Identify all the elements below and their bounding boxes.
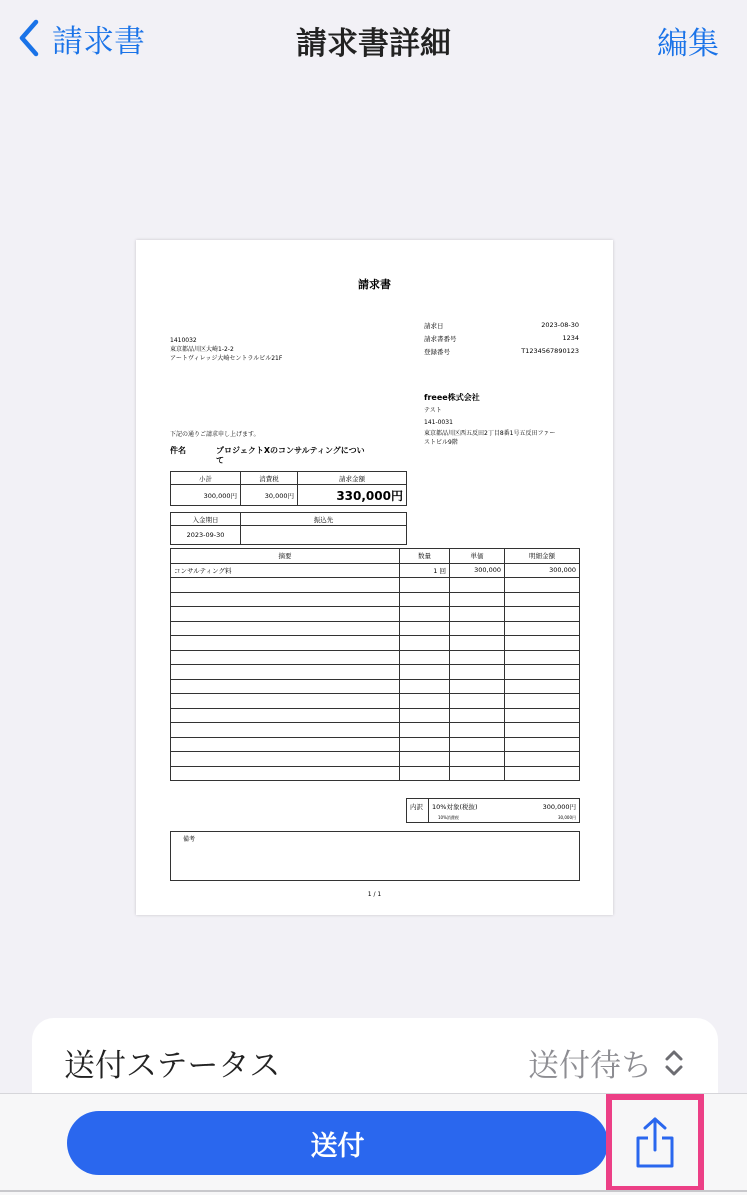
invoice-preview[interactable] <box>136 240 613 915</box>
items-cell-empty <box>171 650 400 665</box>
sender-address1: 東京都品川区西五反田2丁目8番1号五反田ファー <box>424 430 556 437</box>
items-cell-empty <box>450 694 505 709</box>
items-cell-empty <box>400 665 450 680</box>
table-row-empty <box>171 650 580 665</box>
items-cell-empty <box>171 737 400 752</box>
share-icon <box>632 1116 678 1170</box>
items-cell-empty <box>450 737 505 752</box>
page-number: 1 / 1 <box>367 891 382 898</box>
items-cell-empty <box>400 708 450 723</box>
total-value: 330,000円 <box>298 485 407 506</box>
account-label: 振込先 <box>241 513 407 526</box>
recipient-address2: アートヴィレッジ大崎セントラルビル21F <box>170 355 283 362</box>
table-row-empty <box>171 578 580 593</box>
items-cell-empty <box>450 578 505 593</box>
items-cell-empty <box>505 665 580 680</box>
items-cell-amount: 300,000 <box>505 563 580 578</box>
items-cell-empty <box>171 607 400 622</box>
items-cell-empty <box>171 665 400 680</box>
table-row-empty <box>171 592 580 607</box>
items-cell-empty <box>400 737 450 752</box>
meta-row-registration-number <box>424 347 579 356</box>
items-cell-empty <box>400 766 450 781</box>
totals-table <box>170 471 407 506</box>
table-row <box>171 563 580 578</box>
items-cell-empty <box>171 708 400 723</box>
items-cell-empty <box>505 621 580 636</box>
items-cell-empty <box>450 723 505 738</box>
notes-label: 備考 <box>183 836 196 843</box>
items-cell-empty <box>505 723 580 738</box>
meta-value: 1234 <box>562 334 579 342</box>
items-cell-empty <box>400 650 450 665</box>
invoice-title: 請求書 <box>358 278 391 291</box>
breakdown-table <box>406 798 580 823</box>
items-header-cell: 数量 <box>400 549 450 564</box>
items-cell-price: 300,000 <box>450 563 505 578</box>
table-row-empty <box>171 607 580 622</box>
meta-row-invoice-number <box>424 334 579 343</box>
share-button[interactable] <box>606 1094 704 1192</box>
items-cell-empty <box>450 650 505 665</box>
items-cell-empty <box>505 679 580 694</box>
items-cell-empty <box>400 694 450 709</box>
table-row-empty <box>171 723 580 738</box>
items-cell-empty <box>171 752 400 767</box>
breakdown-line1: 10%対象(税抜) <box>432 803 478 811</box>
due-label: 入金期日 <box>171 513 241 526</box>
send-status-value: 送付待ち <box>528 1048 652 1084</box>
items-table-body <box>171 549 580 781</box>
total-label: 請求金額 <box>298 472 407 485</box>
items-header-cell: 明細金額 <box>505 549 580 564</box>
items-header-cell: 摘要 <box>171 549 400 564</box>
items-cell-empty <box>400 636 450 651</box>
items-cell-empty <box>505 607 580 622</box>
items-cell-empty <box>400 752 450 767</box>
notes-box <box>170 831 580 881</box>
sender-postal: 141-0031 <box>424 419 453 426</box>
items-cell-empty <box>400 621 450 636</box>
items-cell-empty <box>171 694 400 709</box>
items-cell-empty <box>450 665 505 680</box>
table-row-empty <box>171 636 580 651</box>
table-row-empty <box>171 621 580 636</box>
items-cell-empty <box>171 636 400 651</box>
items-cell-empty <box>505 737 580 752</box>
meta-label: 請求書番号 <box>424 335 457 343</box>
subject-line2: て <box>216 456 224 465</box>
items-cell-empty <box>171 766 400 781</box>
breakdown-line2: 10%消費税 <box>438 815 459 820</box>
subtotal-label: 小計 <box>171 472 241 485</box>
bottom-toolbar <box>0 1093 747 1195</box>
table-row-empty <box>171 737 580 752</box>
items-cell-empty <box>450 636 505 651</box>
sender-address2: ストビル9階 <box>424 439 458 446</box>
due-value: 2023-09-30 <box>171 526 241 545</box>
table-row-empty <box>171 694 580 709</box>
items-cell-empty <box>505 650 580 665</box>
items-cell-empty <box>400 607 450 622</box>
items-cell-empty <box>400 723 450 738</box>
items-cell-empty <box>450 766 505 781</box>
items-cell-empty <box>505 766 580 781</box>
table-row-empty <box>171 752 580 767</box>
subject-label: 件名 <box>170 446 186 455</box>
table-row-empty <box>171 665 580 680</box>
items-cell-empty <box>505 708 580 723</box>
items-cell-empty <box>400 578 450 593</box>
payment-table <box>170 512 407 545</box>
sender-company: freee株式会社 <box>424 393 480 402</box>
tax-label: 消費税 <box>241 472 298 485</box>
intro-text: 下記の通りご請求申し上げます。 <box>170 431 260 438</box>
page-title: 請求書詳細 <box>296 26 451 62</box>
items-cell-empty <box>505 636 580 651</box>
items-cell-empty <box>450 607 505 622</box>
items-cell-empty <box>505 694 580 709</box>
items-cell-empty <box>400 679 450 694</box>
breakdown-amount1: 300,000円 <box>542 803 576 811</box>
items-cell-desc: コンサルティング料 <box>171 563 400 578</box>
items-cell-empty <box>505 752 580 767</box>
meta-value: 2023-08-30 <box>541 321 579 329</box>
meta-label: 登録番号 <box>424 348 450 356</box>
table-row-empty <box>171 679 580 694</box>
table-row-empty <box>171 766 580 781</box>
items-cell-empty <box>450 621 505 636</box>
items-cell-empty <box>505 592 580 607</box>
meta-row-invoice-date <box>424 321 579 330</box>
items-cell-empty <box>450 592 505 607</box>
items-header-cell: 単価 <box>450 549 505 564</box>
items-table <box>170 548 580 781</box>
meta-label: 請求日 <box>424 322 444 330</box>
items-cell-empty <box>505 578 580 593</box>
send-button[interactable]: 送付 <box>67 1111 608 1175</box>
meta-value: T1234567890123 <box>521 347 579 355</box>
table-row-empty <box>171 708 580 723</box>
items-cell-empty <box>450 752 505 767</box>
chevron-up-down-icon <box>664 1048 684 1078</box>
sender-person: テスト <box>424 407 442 414</box>
breakdown-label: 内訳 <box>407 799 429 823</box>
items-cell-empty <box>450 708 505 723</box>
back-button-label: 請求書 <box>52 23 145 60</box>
tax-value: 30,000円 <box>241 485 298 506</box>
items-header-row <box>171 549 580 564</box>
items-cell-empty <box>400 592 450 607</box>
items-cell-empty <box>171 578 400 593</box>
subject-line1: プロジェクトXのコンサルティングについ <box>216 446 365 455</box>
breakdown-amount2: 30,000円 <box>558 815 576 820</box>
recipient-postal: 1410032 <box>170 337 197 344</box>
items-cell-empty <box>450 679 505 694</box>
navigation-bar <box>0 0 747 78</box>
account-value <box>241 526 407 545</box>
subtotal-value: 300,000円 <box>171 485 241 506</box>
items-cell-empty <box>171 621 400 636</box>
home-indicator-line <box>0 1190 747 1192</box>
items-cell-qty: 1 回 <box>400 563 450 578</box>
items-cell-empty <box>171 592 400 607</box>
edit-button[interactable]: 編集 <box>657 26 719 62</box>
send-status-label: 送付ステータス <box>64 1048 281 1084</box>
items-cell-empty <box>171 723 400 738</box>
recipient-address1: 東京都品川区大崎1-2-2 <box>170 346 234 353</box>
items-cell-empty <box>171 679 400 694</box>
send-status-select[interactable] <box>528 1040 684 1085</box>
